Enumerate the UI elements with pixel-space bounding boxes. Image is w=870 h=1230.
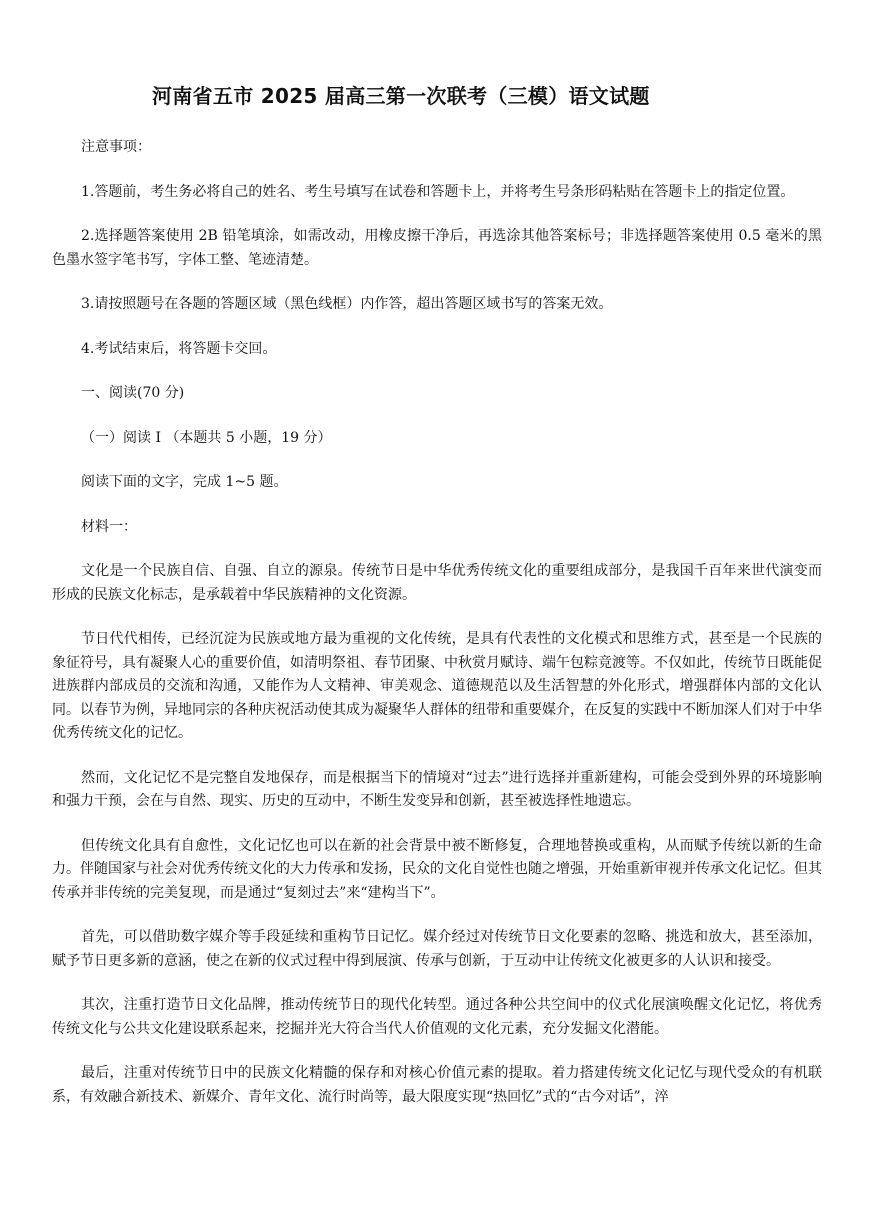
section-heading: 一、阅读(70 分) [81, 385, 185, 401]
notice-item-2: 2.选择题答案使用 2B 铅笔填涂，如需改动，用橡皮擦干净后，再选涂其他答案标号；非选择题答案使用 0.5 毫米的黑色墨水签字笔书写，字体工整、笔迹清楚。 [52, 228, 822, 268]
reading-instruction: 阅读下面的文字，完成 1~5 题。 [81, 474, 288, 490]
material-label: 材料一： [81, 518, 137, 535]
body-paragraph: 首先，可以借助数字媒介等手段延续和重构节日记忆。媒介经过对传统节日文化要素的忽略、挑选和放大，甚至添加，赋予节日更多新的意涵，使之在新的仪式过程中得到展演、传承与创新，于互动中让传统文化被更多的人认识和接受。 [52, 929, 822, 969]
section-subheading: （一）阅读 I （本题共 5 小题，19 分） [81, 429, 332, 446]
notice-item-4: 4.考试结束后，将答题卡交回。 [81, 340, 277, 357]
body-paragraph: 但传统文化具有自愈性，文化记忆也可以在新的社会背景中被不断修复，合理地替换或重构，从而赋予传统以新的生命力。伴随国家与社会对优秀传统文化的大力传承和发扬，民众的文化自觉性也随之增强，开始重新审视并传承文化记忆。但其传承并非传统的完美复现，而是通过“复刻过去”来“建构当下”。 [52, 837, 822, 901]
body-paragraph: 然而，文化记忆不是完整自发地保存，而是根据当下的情境对“过去”进行选择并重新建构，可能会受到外界的环境影响和强力干预，会在与自然、现实、历史的互动中，不断生发变异和创新，甚至被选择性地遗忘。 [52, 769, 822, 809]
document-page [52, 82, 822, 1129]
body-paragraph: 其次，注重打造节日文化品牌，推动传统节日的现代化转型。通过各种公共空间中的仪式化展演唤醒文化记忆，将优秀传统文化与公共文化建设联系起来，挖掘并光大符合当代人价值观的文化元素，充分发掘文化潜能。 [52, 997, 822, 1037]
notice-item-3: 3.请按照题号在各题的答题区域（黑色线框）内作答，超出答题区域书写的答案无效。 [81, 296, 613, 312]
body-paragraph: 文化是一个民族自信、自强、自立的源泉。传统节日是中华优秀传统文化的重要组成部分，是我国千百年来世代演变而形成的民族文化标志，是承载着中华民族精神的文化资源。 [52, 563, 822, 603]
body-paragraph: 最后，注重对传统节日中的民族文化精髓的保存和对核心价值元素的提取。着力搭建传统文化记忆与现代受众的有机联系，有效融合新技术、新媒介、青年文化、流行时尚等，最大限度实现“热回忆”式的“古今对话”，淬 [52, 1065, 822, 1105]
body-paragraph: 节日代代相传，已经沉淀为民族或地方最为重视的文化传统，是具有代表性的文化模式和思维方式，甚至是一个民族的象征符号，具有凝聚人心的重要价值，如清明祭祖、春节团聚、中秋赏月赋诗、端午包粽竞渡等。不仅如此，传统节日既能促进族群内部成员的交流和沟通，又能作为人文精神、审美观念、道德规范以及生活智慧的外化形式，增强群体内部的文化认同。以春节为例，异地同宗的各种庆祝活动使其成为凝聚华人群体的纽带和重要媒介，在反复的实践中不断加深人们对于中华优秀传统文化的记忆。 [52, 631, 822, 741]
notice-heading: 注意事项： [81, 139, 151, 155]
notice-item-1: 1.答题前，考生务必将自己的姓名、考生号填写在试卷和答题卡上，并将考生号条形码粘贴在答题卡上的指定位置。 [81, 183, 795, 200]
exam-title: 河南省五市 2025 届高三第一次联考（三模）语文试题 [152, 84, 650, 108]
